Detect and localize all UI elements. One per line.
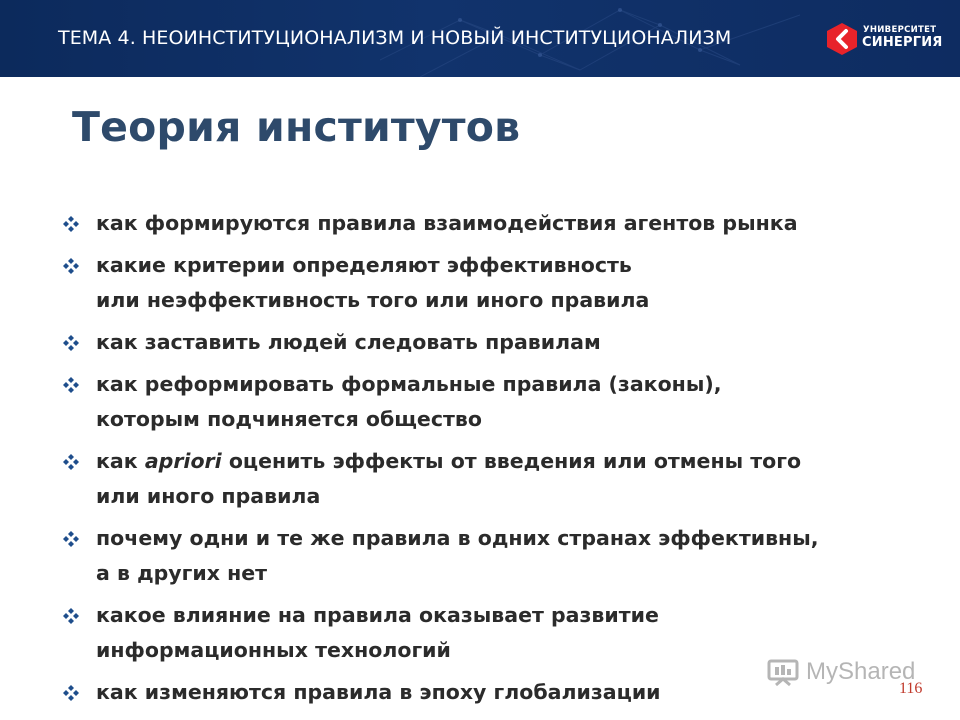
diamond-bullet-icon xyxy=(62,530,80,548)
bullet-text-italic: apriori xyxy=(144,449,222,473)
diamond-bullet-icon xyxy=(62,684,80,702)
synergy-logo-icon xyxy=(826,22,858,56)
bullet-list xyxy=(60,206,923,717)
bullet-item xyxy=(60,444,920,514)
bullet-text: или неэффективность того или иного правила xyxy=(96,288,650,312)
bullet-text: как формируются правила взаимодействия агентов рынка xyxy=(96,211,798,235)
bullet-text: как изменяются правила в эпоху глобализации xyxy=(96,680,661,704)
bullet-text: информационных технологий xyxy=(96,638,451,662)
diamond-bullet-icon xyxy=(62,376,80,394)
bullet-text: почему одни и те же правила в одних странах эффективны, xyxy=(96,526,819,550)
bullet-item xyxy=(60,521,920,591)
topic-title: ТЕМА 4. НЕОИНСТИТУЦИОНАЛИЗМ И НОВЫЙ ИНСТИТУЦИОНАЛИЗМ xyxy=(58,27,732,49)
bullet-text: как реформировать формальные правила (законы), xyxy=(96,372,722,396)
watermark-text: MyShared xyxy=(806,658,916,685)
bullet-item xyxy=(60,248,920,318)
bullet-text: которым подчиняется общество xyxy=(96,407,482,431)
diamond-bullet-icon xyxy=(62,453,80,471)
diamond-bullet-icon xyxy=(62,334,80,352)
bullet-text: какие критерии определяют эффективность xyxy=(96,253,632,277)
bullet-text-post: оценить эффекты от введения или отмены того xyxy=(221,449,802,473)
diamond-bullet-icon xyxy=(62,607,80,625)
bullet-text: как заставить людей следовать правилам xyxy=(96,330,601,354)
bullet-text: какое влияние на правила оказывает развитие xyxy=(96,603,659,627)
logo-synergy-text: СИНЕРГИЯ xyxy=(862,35,943,50)
presentation-board-icon xyxy=(766,658,800,688)
bullet-text: а в других нет xyxy=(96,561,268,585)
synergy-logo xyxy=(826,22,946,58)
logo-university-text: УНИВЕРСИТЕТ xyxy=(863,25,937,35)
bullet-item xyxy=(60,367,920,437)
diamond-bullet-icon xyxy=(62,257,80,275)
bullet-text xyxy=(96,444,920,479)
bullet-item xyxy=(60,206,920,241)
slide-title: Теория институтов xyxy=(72,103,521,151)
bullet-text-pre: как xyxy=(96,449,145,473)
bullet-text: или иного правила xyxy=(96,484,321,508)
diamond-bullet-icon xyxy=(62,215,80,233)
bullet-item xyxy=(60,325,920,360)
slide-header xyxy=(0,0,960,77)
page-number: 116 xyxy=(899,680,923,697)
